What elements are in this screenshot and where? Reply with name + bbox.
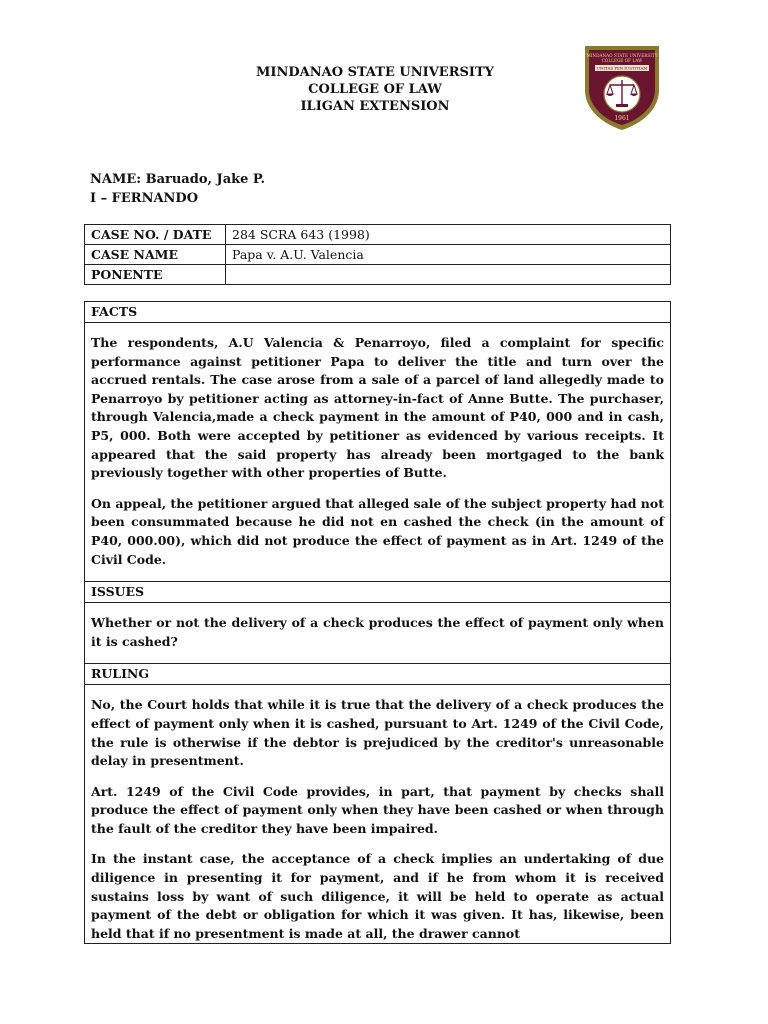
- case-number-value: 284 SCRA 643 (1998): [226, 225, 671, 245]
- seal-top-text: MINDANAO STATE UNIVERSITY: [586, 53, 658, 58]
- facts-body: [85, 323, 670, 582]
- case-name-value: Papa v. A.U. Valencia: [226, 245, 671, 265]
- facts-heading: FACTS: [85, 302, 670, 323]
- student-name: NAME: Baruado, Jake P.: [90, 172, 266, 187]
- case-info-row: [85, 265, 671, 285]
- ruling-paragraph: In the instant case, the acceptance of a check implies an undertaking of due diligence in presenting it for payment, and if he from whom it is received sustains loss by want of such diligence, it will be held to operate as actual payment of the debt or obligation for which it was given. It has, likewise, been held that if no presentment is made at all, the drawer cannot: [91, 851, 664, 941]
- issues-heading: ISSUES: [85, 582, 670, 603]
- extension-name: ILIGAN EXTENSION: [300, 99, 450, 114]
- seal-banner-text: UNITAS PER IUSTITIAM: [596, 65, 648, 71]
- case-name-label: CASE NAME: [85, 245, 226, 265]
- case-number-label: CASE NO. / DATE: [85, 225, 226, 245]
- case-info-table: [84, 224, 671, 285]
- issues-body: [85, 603, 670, 664]
- facts-paragraph: On appeal, the petitioner argued that alleged sale of the subject property had not been consummated because he did not en cashed the check (in the amount of P40, 000.00), which did not produce the effect of payment as in Art. 1249 of the Civil Code.: [91, 495, 664, 567]
- university-name: MINDANAO STATE UNIVERSITY: [256, 65, 494, 80]
- seal-college-text: COLLEGE OF LAW: [601, 58, 643, 63]
- case-info-row: [85, 245, 671, 265]
- seal-year-text: 1961: [614, 115, 630, 122]
- college-seal-logo: [577, 42, 667, 132]
- case-info-row: [85, 225, 671, 245]
- ruling-paragraph: No, the Court holds that while it is true that the delivery of a check produces the effect of payment only when it is cashed, pursuant to Art. 1249 of the Civil Code, the rule is otherwise if the debtor is prejudiced by the creditor's unreasonable delay in presentment.: [91, 697, 664, 769]
- ponente-label: PONENTE: [85, 265, 226, 285]
- ruling-paragraph: Art. 1249 of the Civil Code provides, in part, that payment by checks shall produce the effect of payment only when they have been cashed or when through the fault of the creditor they have been impaired.: [91, 783, 664, 836]
- student-section: I – FERNANDO: [90, 191, 199, 206]
- facts-paragraph: The respondents, A.U Valencia & Penarroyo, filed a complaint for specific performance against petitioner Papa to deliver the title and turn over the accrued rentals. The case arose from a sale of a parcel of land allegedly made to Penarroyo by petitioner acting as attorney-in-fact of Anne Butte. The purchaser, through Valencia,made a check payment in the amount of P40, 000 and in cash, P5, 000. Both were accepted by petitioner as evidenced by various receipts. It appeared that the said property has already been mortgaged to the bank previously together with other properties of Butte.: [91, 335, 664, 481]
- case-digest-box: [84, 301, 671, 944]
- college-name: COLLEGE OF LAW: [308, 82, 442, 97]
- ponente-value: [226, 265, 671, 285]
- issues-paragraph: Whether or not the delivery of a check produces the effect of payment only when it is cashed?: [91, 615, 664, 649]
- ruling-body: [85, 685, 670, 943]
- ruling-heading: RULING: [85, 664, 670, 685]
- student-info: [90, 170, 265, 208]
- document-header: [200, 64, 550, 115]
